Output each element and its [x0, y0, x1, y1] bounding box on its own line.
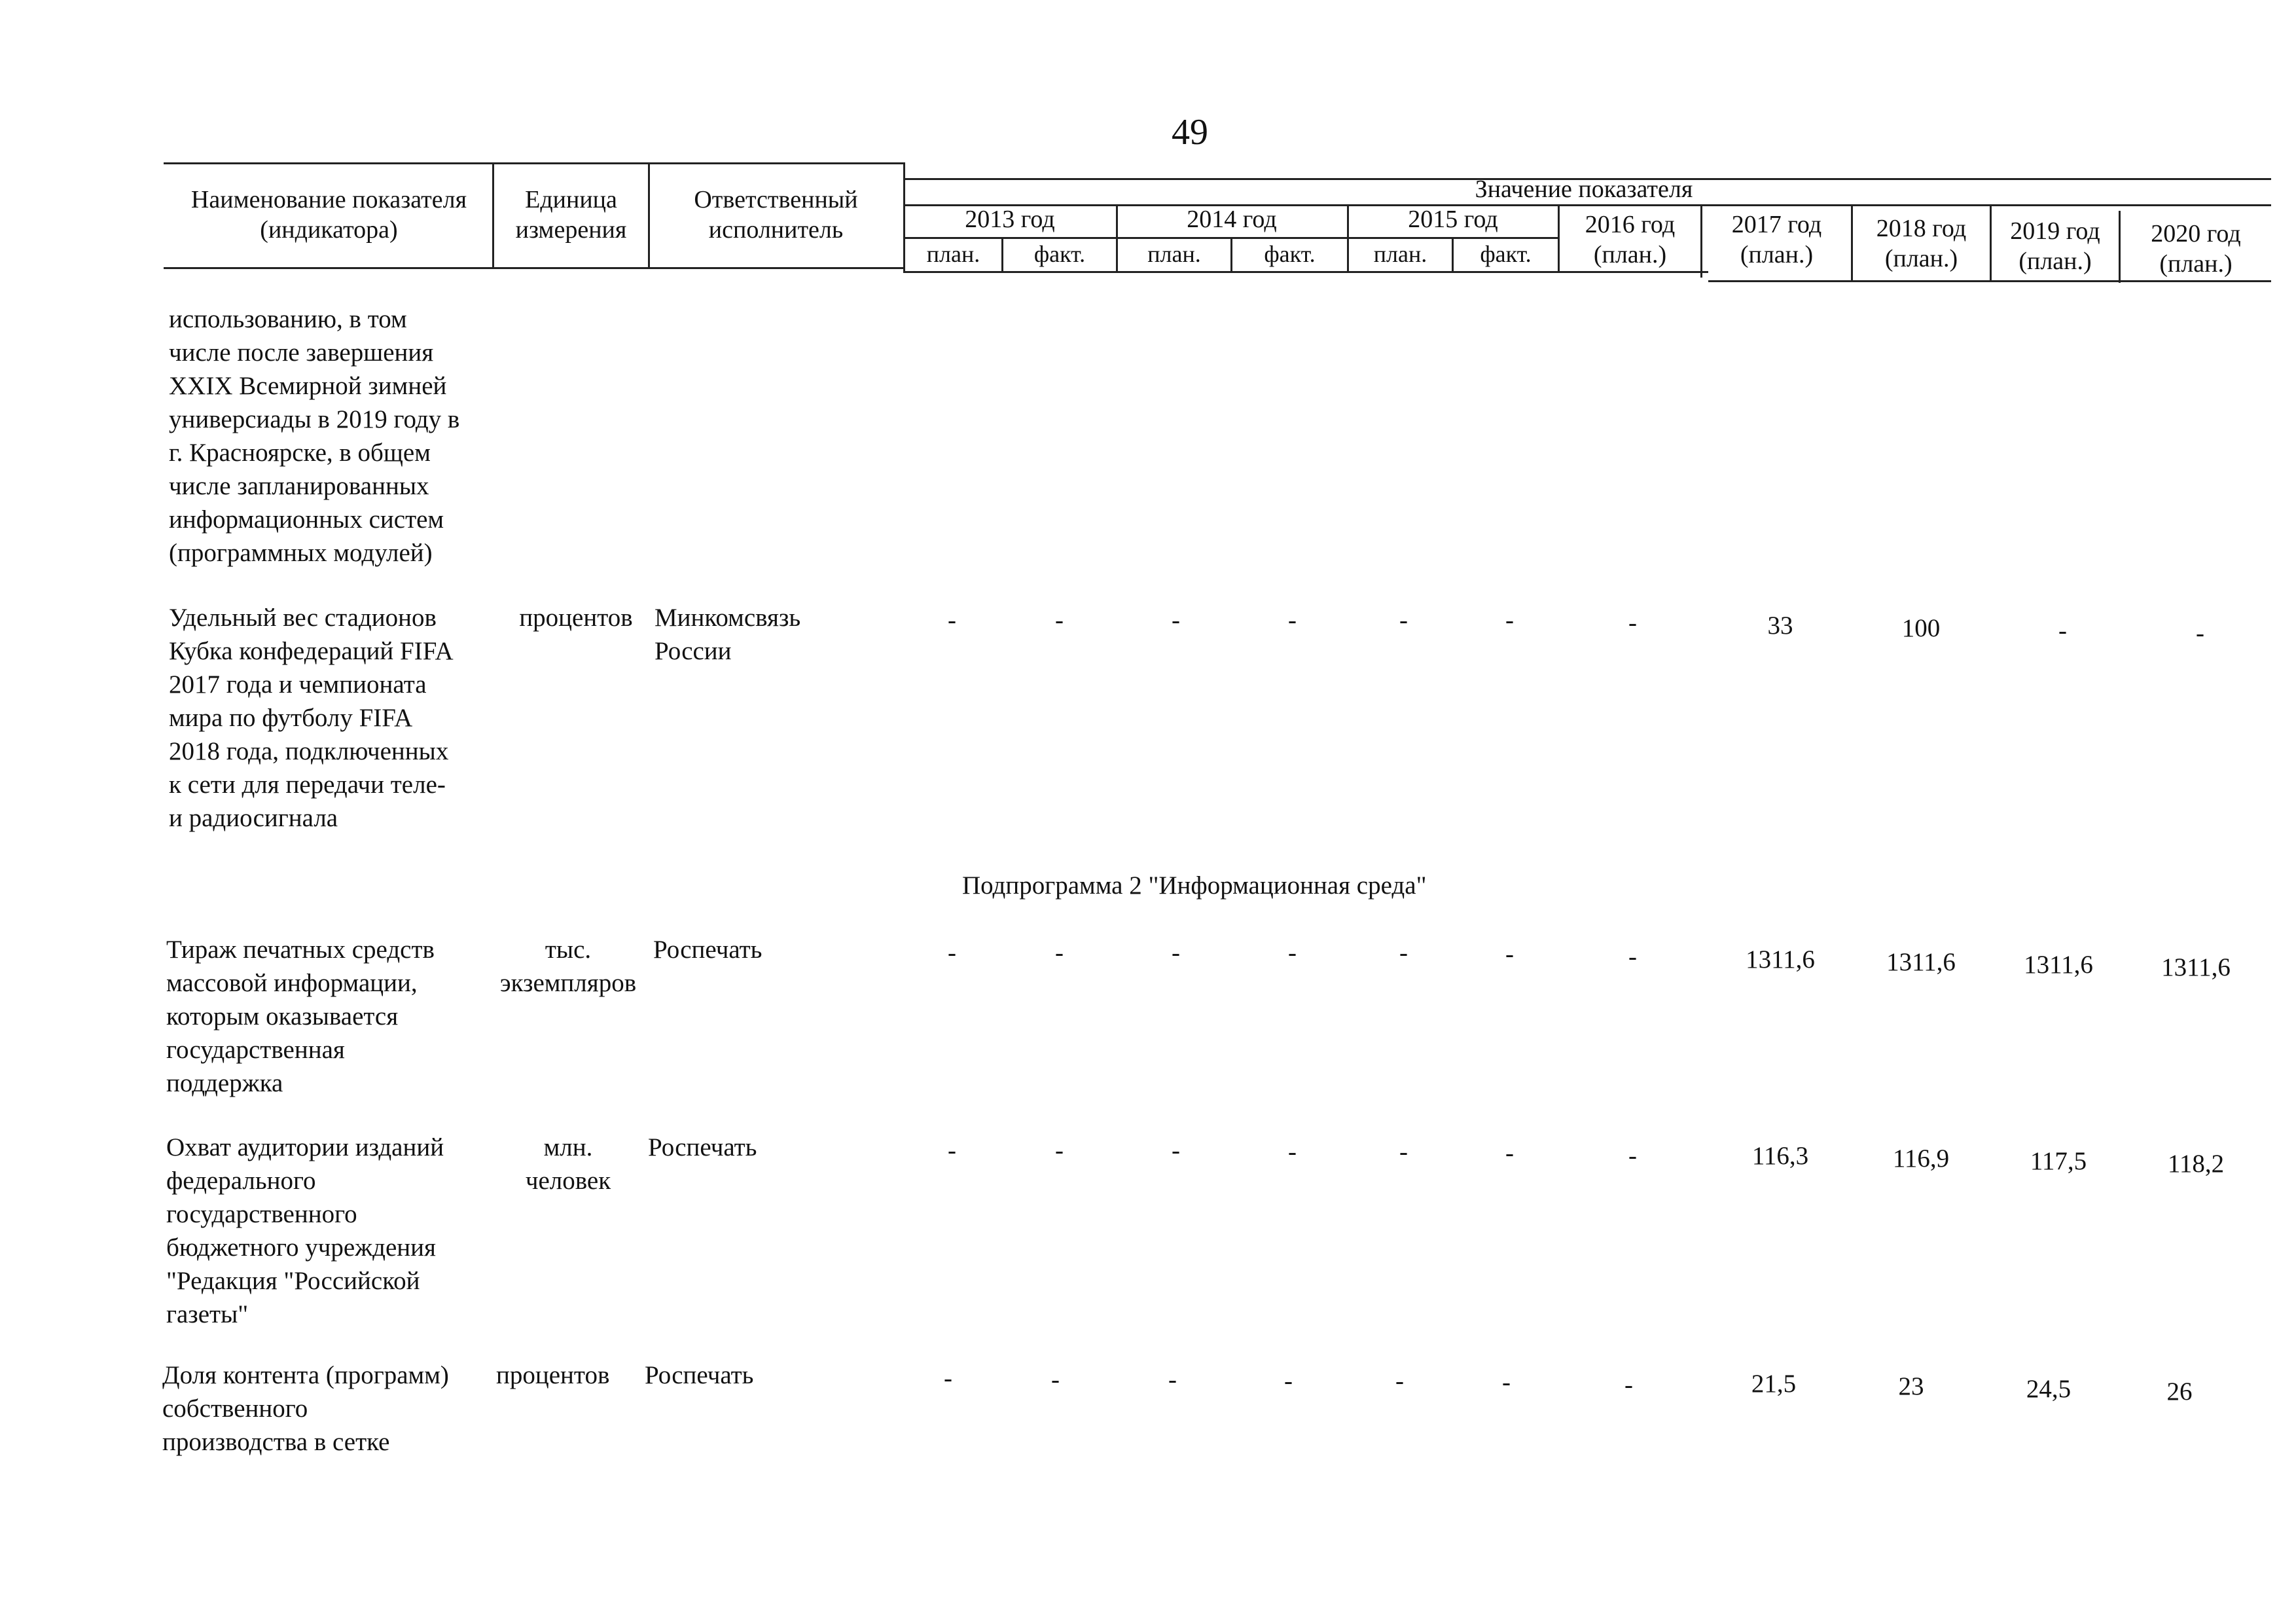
row-1-name-line: поддержка: [166, 1069, 283, 1097]
header-2017: [1702, 210, 1851, 270]
row-0-2019: -: [2058, 617, 2067, 645]
header-2020: [2121, 219, 2271, 279]
row-2-2020: 118,2: [2167, 1150, 2225, 1178]
header-name-line-2: (индикатора): [260, 216, 398, 244]
header-unit: [494, 185, 648, 245]
header-2013-plan: план.: [926, 241, 980, 267]
header-2014-fact: факт.: [1264, 241, 1316, 267]
continued-line: г. Красноярске, в общем: [169, 439, 431, 467]
row-0-responsible: [655, 601, 897, 668]
continued-line: универсиады в 2019 году в: [169, 405, 460, 433]
continued-line: информационных систем: [169, 505, 444, 534]
row-2-responsible: [648, 1131, 890, 1164]
row-3-unit-line: процентов: [496, 1361, 610, 1389]
row-1-2016: -: [1628, 943, 1637, 971]
header-2016-year: 2016 год: [1585, 211, 1676, 238]
row-3-2014-plan: -: [1168, 1366, 1177, 1394]
header-2019-note: (план.): [2018, 247, 2092, 275]
header-2018: [1853, 213, 1990, 274]
row-2-2013-plan: -: [948, 1137, 956, 1165]
header-2017-year: 2017 год: [1731, 211, 1822, 238]
row-0-unit: [504, 601, 648, 634]
row-2-name-line: бюджетного учреждения: [166, 1233, 436, 1262]
row-3-2017: 21,5: [1751, 1370, 1797, 1398]
row-2-unit-line: человек: [525, 1167, 611, 1195]
header-year-2013: 2013 год: [965, 206, 1055, 233]
row-2-name-line: газеты": [166, 1300, 249, 1328]
row-2-resp-line: Роспечать: [648, 1133, 757, 1161]
row-1-2013-fact: -: [1055, 939, 1064, 967]
row-2-2015-plan: -: [1399, 1138, 1408, 1166]
header-2015-plan: план.: [1373, 241, 1427, 267]
header-bottom-rule: [164, 267, 903, 269]
subprogram-title: Подпрограмма 2 "Информационная среда": [962, 871, 1427, 900]
header-2018-year: 2018 год: [1876, 215, 1967, 242]
row-0-2015-fact: -: [1505, 606, 1514, 634]
row-2-unit-line: млн.: [543, 1133, 593, 1161]
header-resp-line-1: Ответственный: [694, 186, 858, 213]
row-2-name: [166, 1131, 493, 1331]
header-2013-fact: факт.: [1033, 241, 1086, 267]
row-1-name-line: которым оказывается: [166, 1002, 399, 1030]
header-2019: [1992, 216, 2119, 276]
row-3-responsible: [645, 1359, 887, 1392]
row-0-name-line: к сети для передачи теле-: [169, 771, 446, 799]
header-unit-line-2: измерения: [515, 216, 627, 244]
row-1-name: [166, 933, 493, 1100]
row-0-resp-line: России: [655, 637, 732, 665]
header-unit-line-1: Единица: [525, 186, 617, 213]
row-0-2014-fact: -: [1288, 606, 1297, 634]
row-2-2018: 116,9: [1892, 1144, 1950, 1173]
row-1-2019: 1311,6: [2024, 951, 2093, 979]
row-0-2020: -: [2196, 619, 2204, 647]
row-3-2020: 26: [2166, 1377, 2193, 1406]
row-0-2013-plan: -: [948, 606, 956, 634]
continued-line: (программных модулей): [169, 539, 433, 567]
row-2-2014-fact: -: [1288, 1138, 1297, 1166]
header-responsible: [650, 185, 902, 245]
row-2-2017: 116,3: [1751, 1142, 1809, 1170]
row-0-name-line: и радиосигнала: [169, 804, 338, 832]
header-year-2014: 2014 год: [1187, 206, 1277, 233]
row-1-unit-line: экземпляров: [499, 969, 637, 997]
row-1-responsible: [653, 933, 895, 966]
row-0-2015-plan: -: [1399, 606, 1408, 634]
row-0-name-line: мира по футболу FIFA: [169, 704, 413, 732]
row-3-2014-fact: -: [1284, 1367, 1293, 1395]
row-3-name-line: Доля контента (программ): [162, 1361, 449, 1389]
row-3-name-line: собственного: [162, 1395, 308, 1423]
row-1-2020: 1311,6: [2161, 953, 2231, 981]
row-2-name-line: государственного: [166, 1200, 357, 1228]
row-3-2018: 23: [1898, 1372, 1924, 1400]
row-1-2017: 1311,6: [1746, 945, 1815, 974]
header-bottom-rule-right: [903, 271, 1708, 273]
header-2019-year: 2019 год: [2010, 217, 2100, 245]
header-2016: [1560, 210, 1700, 270]
row-2-2014-plan: -: [1172, 1137, 1180, 1165]
row-3-resp-line: Роспечать: [645, 1361, 754, 1389]
row-2-2019: 117,5: [2030, 1147, 2087, 1175]
row-1-unit-line: тыс.: [545, 936, 592, 964]
row-1-2014-fact: -: [1288, 939, 1297, 967]
row-3-unit: [496, 1359, 640, 1392]
row-0-2018: 100: [1901, 614, 1941, 642]
continued-line: использованию, в том: [169, 305, 407, 333]
row-0-name-line: Кубка конфедераций FIFA: [169, 637, 454, 665]
row-3-2015-fact: -: [1502, 1368, 1511, 1396]
row-3-2019: 24,5: [2026, 1375, 2072, 1403]
row-1-name-line: Тираж печатных средств: [166, 936, 435, 964]
continued-line: числе после завершения: [169, 338, 434, 367]
row-0-name: [169, 601, 496, 835]
row-1-resp-line: Роспечать: [653, 936, 762, 964]
row-1-2014-plan: -: [1172, 939, 1180, 967]
row-3-2013-fact: -: [1051, 1366, 1060, 1394]
row-2-name-line: Охват аудитории изданий: [166, 1133, 444, 1161]
header-year-2015: 2015 год: [1408, 206, 1498, 233]
continued-line: XXIX Всемирной зимней: [169, 372, 447, 400]
row-1-2015-fact: -: [1505, 940, 1514, 968]
row-1-name-line: государственная: [166, 1036, 345, 1064]
row-1-2018: 1311,6: [1886, 948, 1956, 976]
row-0-resp-line: Минкомсвязь: [655, 604, 801, 632]
row-0-2013-fact: -: [1055, 606, 1064, 634]
row-0-name-line: 2017 года и чемпионата: [169, 670, 427, 699]
row-2-2016: -: [1628, 1142, 1637, 1170]
row-2-2013-fact: -: [1055, 1137, 1064, 1165]
page-number: 49: [1172, 112, 1208, 153]
row-2-2015-fact: -: [1505, 1139, 1514, 1167]
row-3-2013-plan: -: [944, 1364, 952, 1393]
row-0-unit-line: процентов: [519, 604, 633, 632]
row-3-2015-plan: -: [1395, 1367, 1404, 1395]
header-2020-note: (план.): [2159, 250, 2233, 278]
header-value-group: Значение показателя: [1475, 175, 1693, 203]
header-name: [167, 185, 491, 245]
continued-line: числе запланированных: [169, 472, 429, 500]
row-1-2015-plan: -: [1399, 939, 1408, 967]
row-3-2016: -: [1624, 1371, 1633, 1399]
row-3-name-line: производства в сетке: [162, 1428, 390, 1456]
header-2018-note: (план.): [1884, 245, 1958, 272]
header-resp-line-2: исполнитель: [708, 216, 844, 244]
row-0-2016: -: [1628, 609, 1637, 637]
row-0-2017: 33: [1767, 611, 1793, 640]
row-0-name-line: 2018 года, подключенных: [169, 737, 449, 765]
row-1-name-line: массовой информации,: [166, 969, 418, 997]
header-name-line-1: Наименование показателя: [190, 186, 467, 213]
row-2-unit: [490, 1131, 647, 1197]
row-0-name-line: Удельный вес стадионов: [169, 604, 437, 632]
row-2-name-line: "Редакция "Российской: [166, 1267, 420, 1295]
row-3-name: [162, 1359, 496, 1459]
row-0-2014-plan: -: [1172, 606, 1180, 634]
header-2016-note: (план.): [1593, 241, 1667, 268]
header-top-rule: [164, 162, 903, 164]
row-2-name-line: федерального: [166, 1167, 316, 1195]
row-1-2013-plan: -: [948, 939, 956, 967]
header-2014-plan: план.: [1147, 241, 1201, 267]
header-2017-note: (план.): [1740, 241, 1814, 268]
header-2020-year: 2020 год: [2151, 220, 2241, 247]
row-1-unit: [490, 933, 647, 1000]
continued-row-name: [169, 302, 496, 570]
header-2015-fact: факт.: [1480, 241, 1532, 267]
